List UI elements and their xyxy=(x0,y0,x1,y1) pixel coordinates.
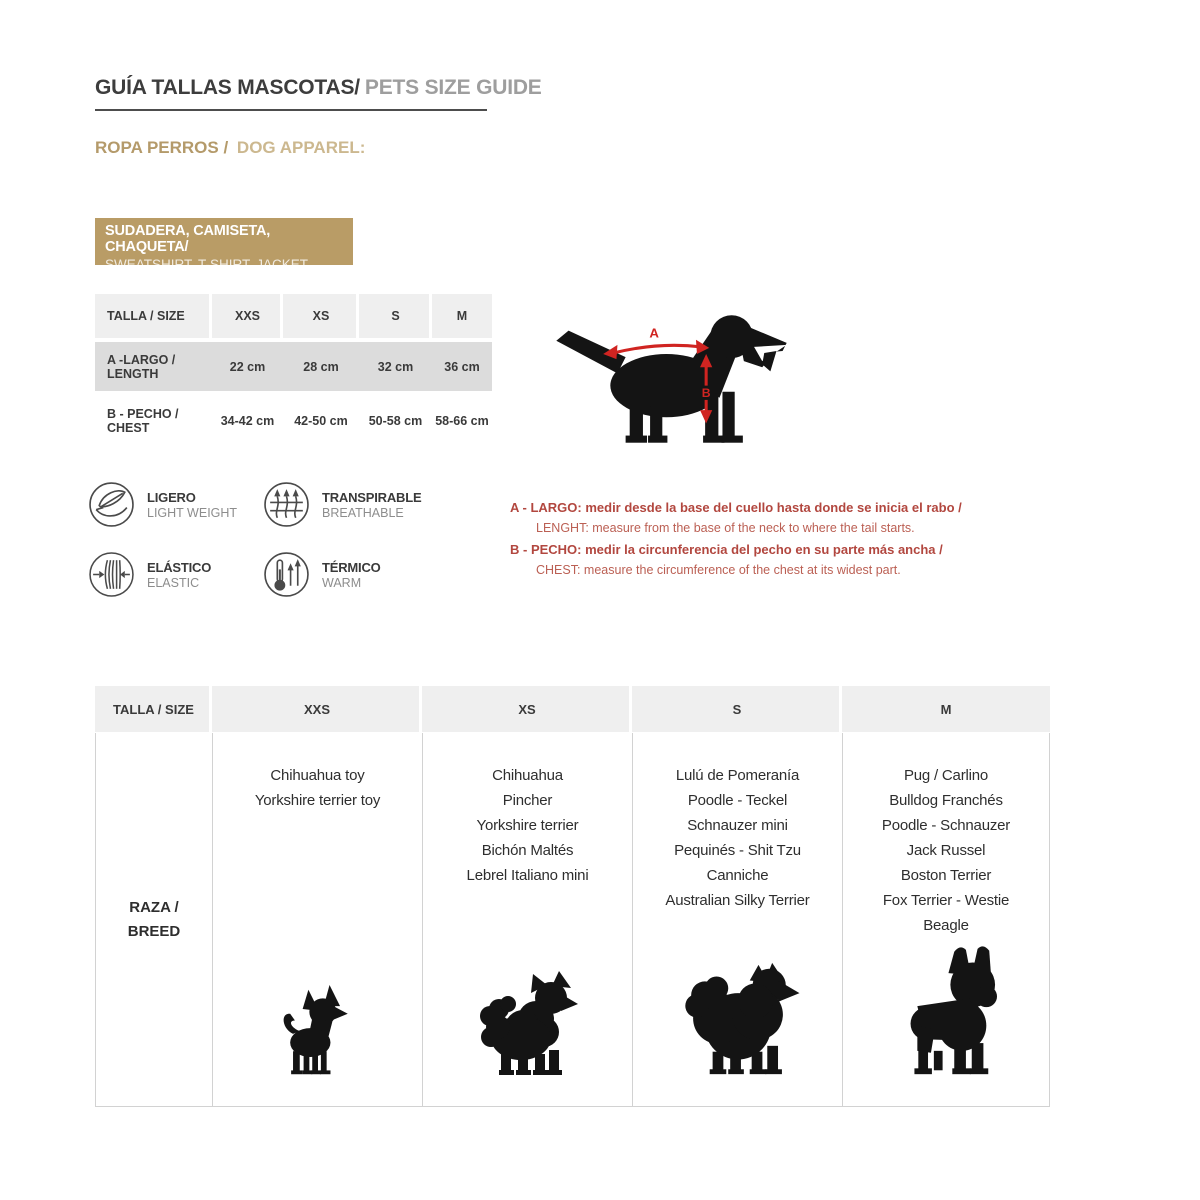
dog-measure-diagram xyxy=(552,300,792,458)
feature-breathable xyxy=(263,481,421,528)
feature-title: TRANSPIRABLE xyxy=(322,489,422,505)
breed-column-m xyxy=(842,733,1050,1106)
feature-subtitle: WARM xyxy=(322,575,362,590)
feature-lightweight xyxy=(88,481,237,528)
breed-item: Schnauzer mini xyxy=(687,817,788,834)
size-table-header-xxs: XXS xyxy=(212,294,283,338)
breed-item: Lulú de Pomeranía xyxy=(675,767,800,784)
breed-item: Canniche xyxy=(706,867,769,884)
breed-column-xs xyxy=(422,733,632,1106)
breed-column-s xyxy=(632,733,842,1106)
breed-item: Poodle - Teckel xyxy=(687,792,788,809)
feature-elastic xyxy=(88,551,211,598)
feature-subtitle: BREATHABLE xyxy=(322,505,404,520)
row-label-raza: RAZA / xyxy=(129,898,179,916)
breed-item: Pequinés - Shit Tzu xyxy=(674,842,801,859)
feature-subtitle: ELASTIC xyxy=(147,575,200,590)
breed-header-m: M xyxy=(842,686,1050,732)
breed-item: Lebrel Italiano mini xyxy=(466,867,589,884)
breed-item: Australian Silky Terrier xyxy=(665,892,810,909)
size-table-header-xs: XS xyxy=(283,294,359,338)
breed-item: Fox Terrier - Westie xyxy=(882,892,1010,909)
row-label-breed: BREED xyxy=(127,922,181,940)
breathable-icon xyxy=(263,481,310,528)
diagram-label-b: B xyxy=(701,385,711,400)
breed-item: Poodle - Schnauzer xyxy=(881,817,1011,834)
subtitle-english: DOG APPAREL: xyxy=(236,138,366,157)
size-table xyxy=(95,294,492,447)
chest-m: 58-66 cm xyxy=(435,414,489,428)
breed-table xyxy=(95,686,1050,1107)
chest-xxs: 34-42 cm xyxy=(220,414,275,428)
chest-s: 50-58 cm xyxy=(368,414,423,428)
feature-title: LIGERO xyxy=(147,489,196,505)
labrador-silhouette xyxy=(556,315,786,442)
note-b-english: CHEST: measure the circumference of the chest at its widest part. xyxy=(536,563,901,577)
size-table-header-m: M xyxy=(432,294,492,338)
breed-item: Chihuahua toy xyxy=(270,767,365,784)
category-spanish: SUDADERA, CAMISETA, CHAQUETA/ xyxy=(105,223,271,255)
breed-header-xxs: XXS xyxy=(212,686,422,732)
breed-item: Bulldog Franchés xyxy=(889,792,1003,809)
breed-table-body xyxy=(95,733,1050,1107)
thermometer-icon xyxy=(263,551,310,598)
page-title xyxy=(95,76,542,111)
length-xxs: 22 cm xyxy=(229,359,266,374)
feather-hand-icon xyxy=(88,481,135,528)
breed-item: Yorkshire terrier xyxy=(476,817,579,834)
row-chest-label: B - PECHO / CHEST xyxy=(107,407,179,435)
size-table-row-chest xyxy=(95,395,492,447)
breed-list-xxs xyxy=(255,733,380,813)
breed-list-m xyxy=(882,733,1010,938)
page-title-spanish: GUÍA TALLAS MASCOTAS/ xyxy=(95,76,360,99)
breed-table-header-row xyxy=(95,686,1050,732)
chihuahua-silhouette xyxy=(278,984,358,1080)
elastic-icon xyxy=(88,551,135,598)
breed-item: Bichón Maltés xyxy=(481,842,574,859)
note-a-spanish: A - LARGO: medir desde la base del cuello hasta donde se inicia el rabo / xyxy=(510,500,962,515)
size-table-header-row xyxy=(95,294,492,338)
garment-category-box xyxy=(95,218,353,272)
breed-header-xs: XS xyxy=(422,686,632,732)
row-length-label: A -LARGO / LENGTH xyxy=(107,352,176,381)
feature-title: ELÁSTICO xyxy=(147,559,212,575)
length-m: 36 cm xyxy=(444,359,480,374)
breed-header-talla: TALLA / SIZE xyxy=(95,686,212,732)
breed-item: Yorkshire terrier toy xyxy=(254,792,381,809)
breed-list-s xyxy=(665,733,809,913)
feature-subtitle: LIGHT WEIGHT xyxy=(147,505,238,520)
size-table-row-length xyxy=(95,342,492,391)
breed-item: Jack Russel xyxy=(906,842,986,859)
pomeranian-silhouette xyxy=(667,958,809,1080)
size-table-header-talla: TALLA / SIZE xyxy=(95,294,212,338)
french-bulldog-silhouette xyxy=(890,944,1002,1080)
breed-item: Chihuahua xyxy=(492,767,563,784)
subtitle-spanish: ROPA PERROS / xyxy=(95,138,229,157)
length-s: 32 cm xyxy=(377,359,414,374)
breed-item: Boston Terrier xyxy=(900,867,992,884)
feature-title: TÉRMICO xyxy=(322,559,381,575)
section-subtitle xyxy=(95,138,365,158)
breed-row-label-cell xyxy=(95,733,212,1106)
diagram-label-a: A xyxy=(649,325,659,341)
breed-list-xs xyxy=(467,733,589,888)
breed-column-xxs xyxy=(212,733,422,1106)
chest-xs: 42-50 cm xyxy=(294,414,348,428)
note-a-english: LENGHT: measure from the base of the neck to where the tail starts. xyxy=(536,521,915,535)
breed-item: Beagle xyxy=(923,917,969,934)
page-title-english: PETS SIZE GUIDE xyxy=(364,76,542,99)
measuring-instructions xyxy=(510,497,990,581)
size-table-header-s: S xyxy=(359,294,432,338)
note-b-spanish: B - PECHO: medir la circunferencia del pecho en su parte más ancha / xyxy=(510,542,943,557)
breed-item: Pincher xyxy=(502,792,553,809)
category-english: SWEATSHIRT, T-SHIRT, JACKET xyxy=(105,257,309,272)
breed-item: Pug / Carlino xyxy=(903,767,989,784)
length-xs: 28 cm xyxy=(303,359,339,374)
breed-header-s: S xyxy=(632,686,842,732)
longhair-chihuahua-silhouette xyxy=(472,970,584,1080)
feature-warm xyxy=(263,551,381,598)
